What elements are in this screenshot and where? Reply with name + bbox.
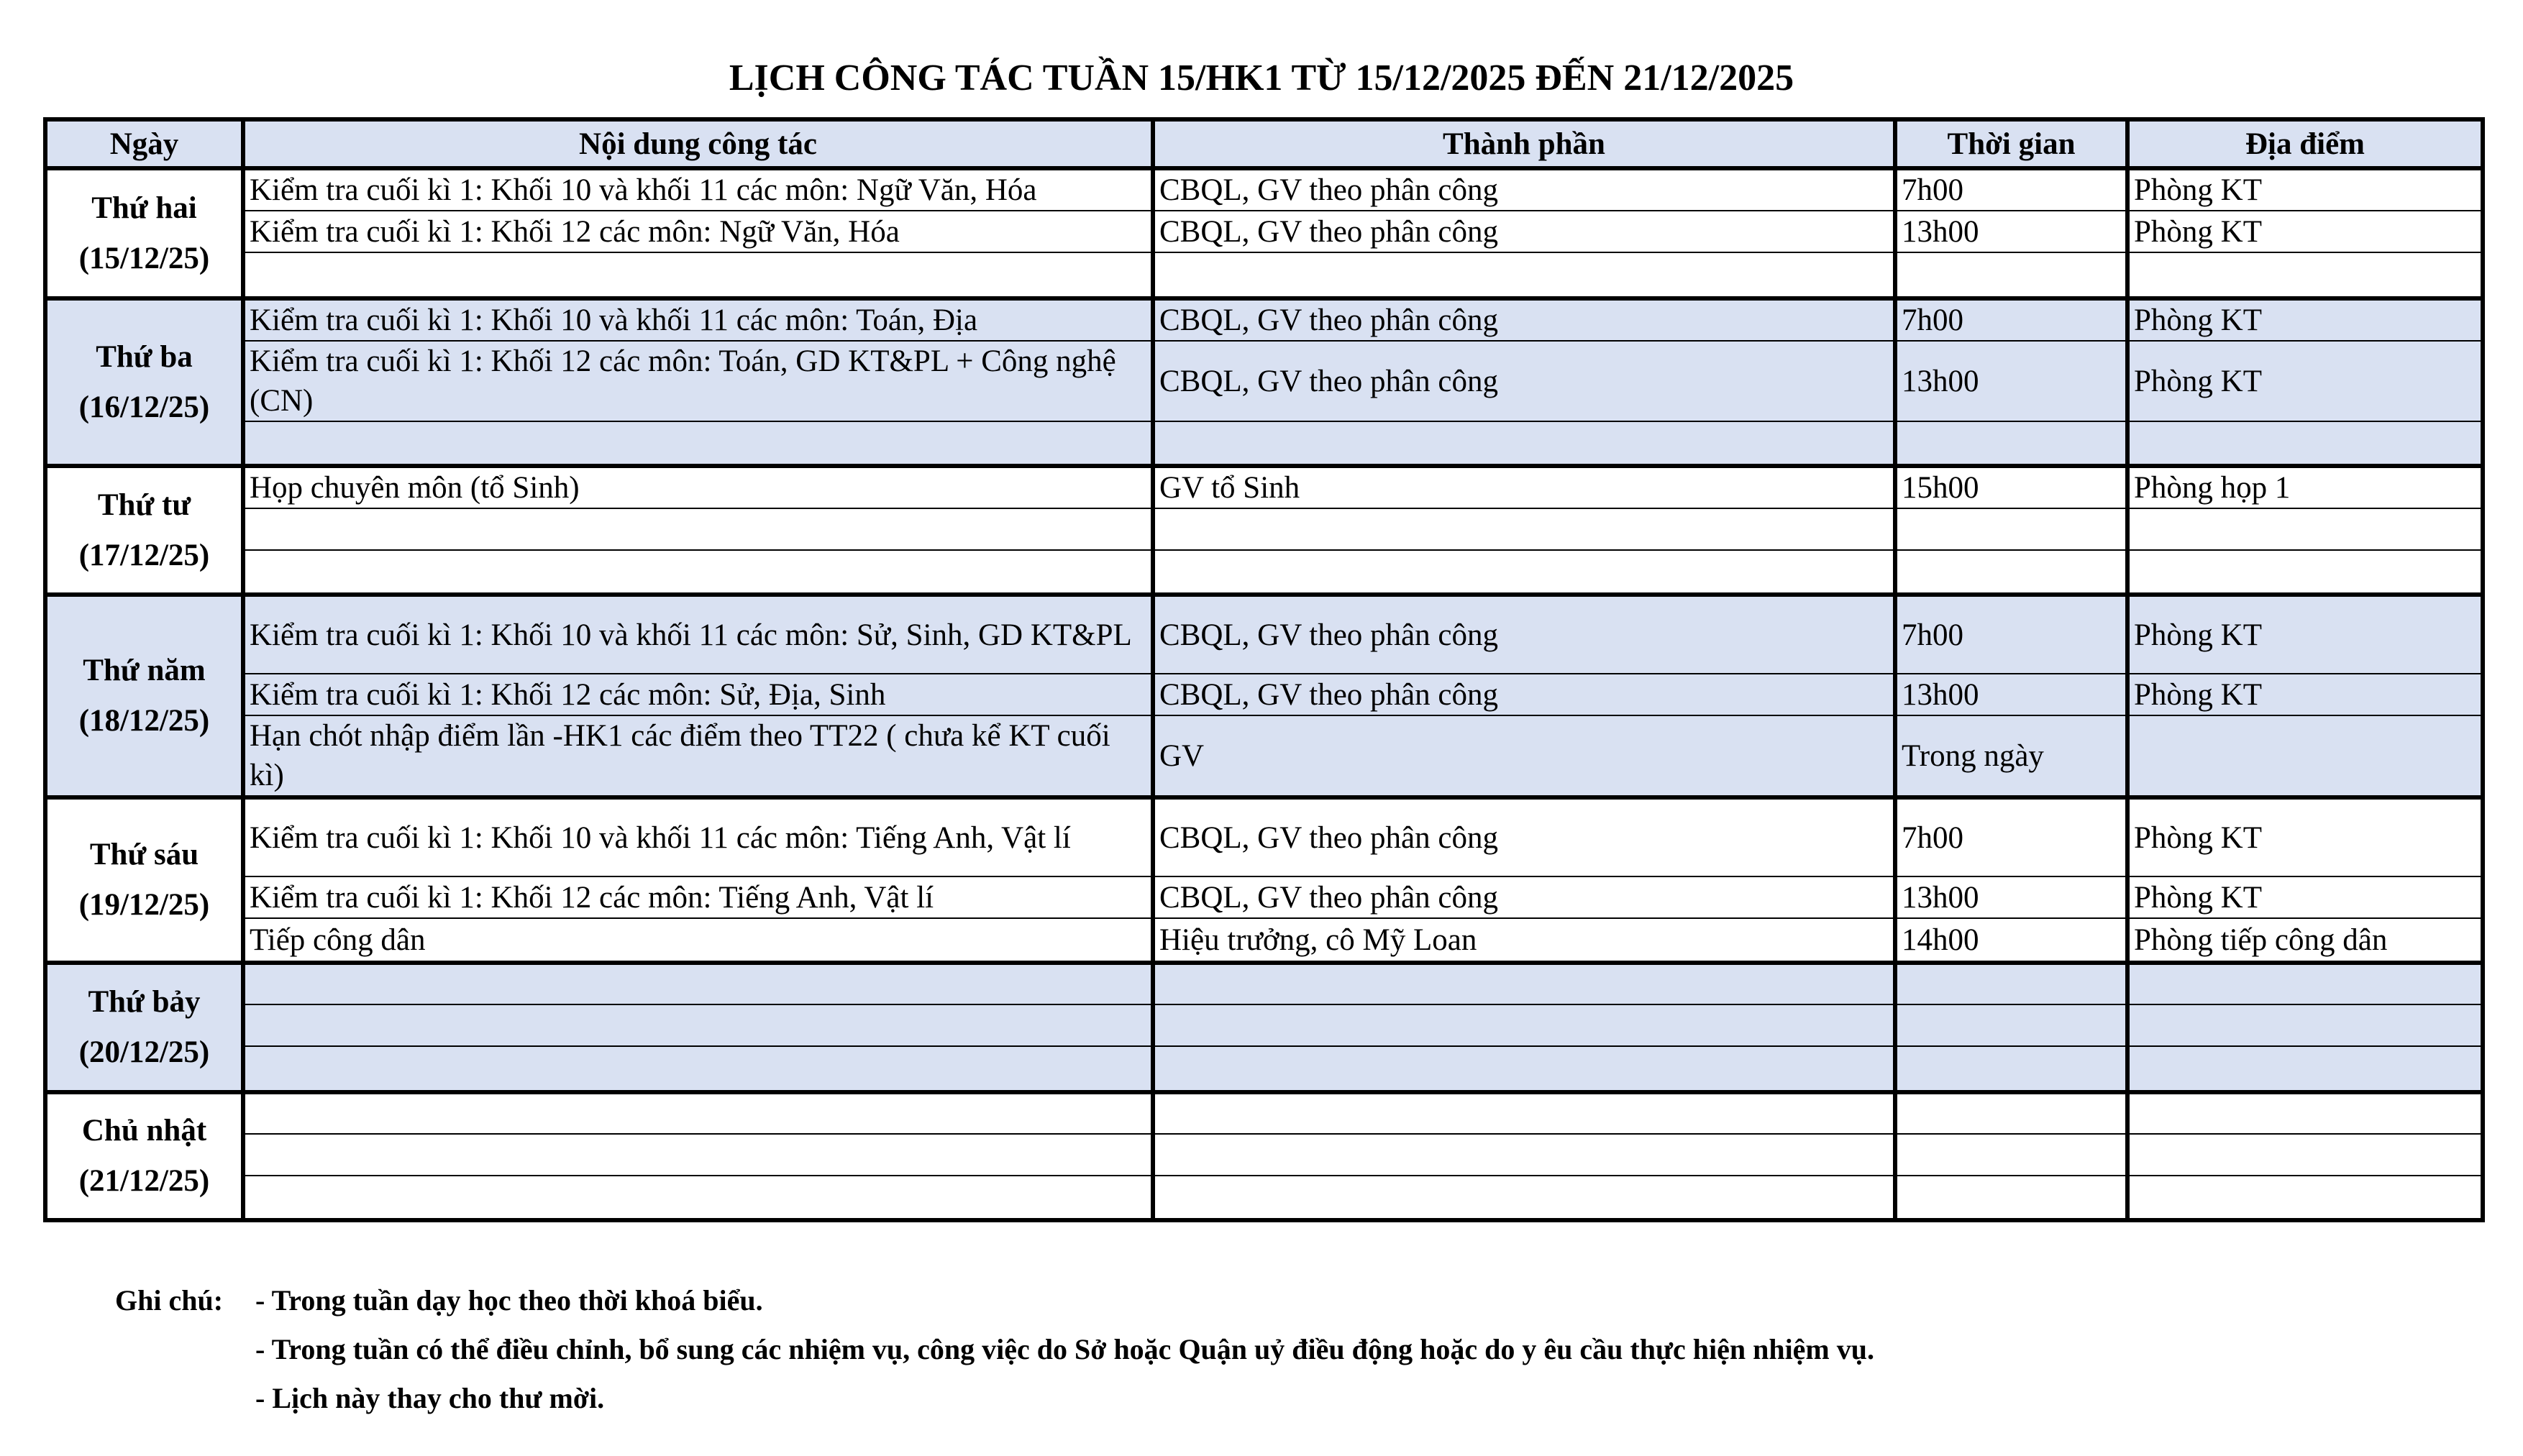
table-row [45,211,2483,252]
header-day: Ngày [45,119,243,168]
location-cell: Phòng KT [2127,341,2483,421]
time-cell: 7h00 [1895,595,2127,674]
time-cell [1895,1134,2127,1176]
content-cell: Kiểm tra cuối kì 1: Khối 10 và khối 11 các môn: Tiếng Anh, Vật lí [243,797,1153,876]
participants-cell [1153,421,1895,466]
location-cell: Phòng họp 1 [2127,466,2483,508]
location-cell: Phòng KT [2127,797,2483,876]
time-cell: 14h00 [1895,918,2127,963]
table-row [45,508,2483,550]
time-cell [1895,252,2127,298]
content-cell [243,252,1153,298]
header-content: Nội dung công tác [243,119,1153,168]
time-cell: 13h00 [1895,211,2127,252]
table-row [45,876,2483,918]
content-cell [243,1046,1153,1092]
schedule-body [45,168,2483,1220]
table-row [45,797,2483,876]
day-cell [45,466,243,595]
day-date: (20/12/25) [78,1035,210,1069]
table-row [45,1176,2483,1220]
day-date: (17/12/25) [78,538,210,572]
table-row [45,963,2483,1004]
time-cell [1895,963,2127,1004]
time-cell: Trong ngày [1895,715,2127,797]
day-date: (15/12/25) [78,241,210,275]
content-cell [243,508,1153,550]
location-cell [2127,1134,2483,1176]
location-cell: Phòng tiếp công dân [2127,918,2483,963]
time-cell: 13h00 [1895,341,2127,421]
content-cell: Hạn chót nhập điểm lần -HK1 các điểm theo TT22 ( chưa kể KT cuối kì) [243,715,1153,797]
note-item: - Lịch này thay cho thư mời. [255,1382,605,1414]
time-cell [1895,508,2127,550]
participants-cell [1153,963,1895,1004]
time-cell: 7h00 [1895,298,2127,341]
day-date: (16/12/25) [78,390,210,424]
time-cell [1895,421,2127,466]
day-date: (18/12/25) [78,704,210,738]
location-cell: Phòng KT [2127,211,2483,252]
location-cell [2127,963,2483,1004]
participants-cell: CBQL, GV theo phân công [1153,211,1895,252]
header-participants: Thành phần [1153,119,1895,168]
content-cell: Họp chuyên môn (tổ Sinh) [243,466,1153,508]
table-row [45,1134,2483,1176]
content-cell: Tiếp công dân [243,918,1153,963]
time-cell: 13h00 [1895,674,2127,715]
location-cell [2127,1004,2483,1046]
participants-cell [1153,1092,1895,1134]
time-cell [1895,1046,2127,1092]
table-row [45,595,2483,674]
day-name: Thứ hai [91,191,197,225]
content-cell [243,1092,1153,1134]
notes-label: Ghi chú: [115,1284,224,1317]
participants-cell [1153,550,1895,595]
participants-cell: CBQL, GV theo phân công [1153,797,1895,876]
participants-cell [1153,1176,1895,1220]
day-name: Thứ ba [96,339,193,374]
header-row [45,119,2483,168]
participants-cell [1153,508,1895,550]
content-cell: Kiểm tra cuối kì 1: Khối 10 và khối 11 các môn: Ngữ Văn, Hóa [243,168,1153,211]
note-item: - Trong tuần có thể điều chỉnh, bổ sung các nhiệm vụ, công việc do Sở hoặc Quận uỷ điều động hoặc do y êu cầu thực hiện nhiệm vụ. [255,1333,1874,1365]
day-cell [45,595,243,797]
time-cell [1895,550,2127,595]
table-row [45,715,2483,797]
content-cell [243,1134,1153,1176]
location-cell [2127,550,2483,595]
location-cell: Phòng KT [2127,876,2483,918]
location-cell [2127,1176,2483,1220]
note-item: - Trong tuần dạy học theo thời khoá biểu. [255,1284,763,1317]
content-cell: Kiểm tra cuối kì 1: Khối 10 và khối 11 các môn: Toán, Địa [243,298,1153,341]
day-name: Chủ nhật [81,1114,207,1148]
participants-cell: CBQL, GV theo phân công [1153,674,1895,715]
participants-cell [1153,1004,1895,1046]
content-cell: Kiểm tra cuối kì 1: Khối 12 các môn: Toán, GD KT&PL + Công nghệ (CN) [243,341,1153,421]
table-row [45,421,2483,466]
content-cell: Kiểm tra cuối kì 1: Khối 10 và khối 11 các môn: Sử, Sinh, GD KT&PL [243,595,1153,674]
location-cell: Phòng KT [2127,595,2483,674]
table-row [45,1046,2483,1092]
time-cell: 7h00 [1895,797,2127,876]
time-cell: 7h00 [1895,168,2127,211]
time-cell [1895,1176,2127,1220]
participants-cell: CBQL, GV theo phân công [1153,876,1895,918]
table-row [45,168,2483,211]
day-date: (21/12/25) [78,1164,210,1198]
participants-cell: CBQL, GV theo phân công [1153,595,1895,674]
table-row [45,1004,2483,1046]
location-cell: Phòng KT [2127,168,2483,211]
location-cell: Phòng KT [2127,674,2483,715]
day-cell [45,1092,243,1220]
content-cell [243,1176,1153,1220]
location-cell [2127,421,2483,466]
day-cell [45,168,243,298]
day-name: Thứ sáu [89,838,199,871]
table-row [45,1092,2483,1134]
content-cell: Kiểm tra cuối kì 1: Khối 12 các môn: Tiếng Anh, Vật lí [243,876,1153,918]
page-title: LỊCH CÔNG TÁC TUẦN 15/HK1 TỪ 15/12/2025 ĐẾN 21/12/2025 [729,58,1794,99]
participants-cell: GV [1153,715,1895,797]
time-cell: 13h00 [1895,876,2127,918]
day-name: Thứ tư [97,487,191,522]
content-cell [243,550,1153,595]
table-row [45,674,2483,715]
participants-cell: CBQL, GV theo phân công [1153,168,1895,211]
participants-cell [1153,1134,1895,1176]
day-cell [45,797,243,963]
participants-cell [1153,252,1895,298]
day-cell [45,963,243,1092]
time-cell: 15h00 [1895,466,2127,508]
table-row [45,918,2483,963]
header-time: Thời gian [1895,119,2127,168]
content-cell: Kiểm tra cuối kì 1: Khối 12 các môn: Ngữ Văn, Hóa [243,211,1153,252]
participants-cell: CBQL, GV theo phân công [1153,298,1895,341]
time-cell [1895,1092,2127,1134]
participants-cell: CBQL, GV theo phân công [1153,341,1895,421]
table-row [45,252,2483,298]
content-cell: Kiểm tra cuối kì 1: Khối 12 các môn: Sử, Địa, Sinh [243,674,1153,715]
header-location: Địa điểm [2127,119,2483,168]
location-cell [2127,508,2483,550]
table-row [45,466,2483,508]
content-cell [243,421,1153,466]
location-cell [2127,1046,2483,1092]
time-cell [1895,1004,2127,1046]
day-name: Thứ năm [83,654,206,687]
table-row [45,341,2483,421]
day-cell [45,298,243,466]
schedule-table [43,117,2485,1222]
participants-cell: Hiệu trưởng, cô Mỹ Loan [1153,918,1895,963]
location-cell [2127,715,2483,797]
notes-list [115,1276,1874,1423]
location-cell [2127,1092,2483,1134]
content-cell [243,963,1153,1004]
location-cell: Phòng KT [2127,298,2483,341]
location-cell [2127,252,2483,298]
participants-cell: GV tổ Sinh [1153,466,1895,508]
participants-cell [1153,1046,1895,1092]
day-date: (19/12/25) [78,888,210,922]
table-row [45,298,2483,341]
table-row [45,550,2483,595]
notes [115,1276,1874,1423]
content-cell [243,1004,1153,1046]
day-name: Thứ bảy [88,985,201,1019]
